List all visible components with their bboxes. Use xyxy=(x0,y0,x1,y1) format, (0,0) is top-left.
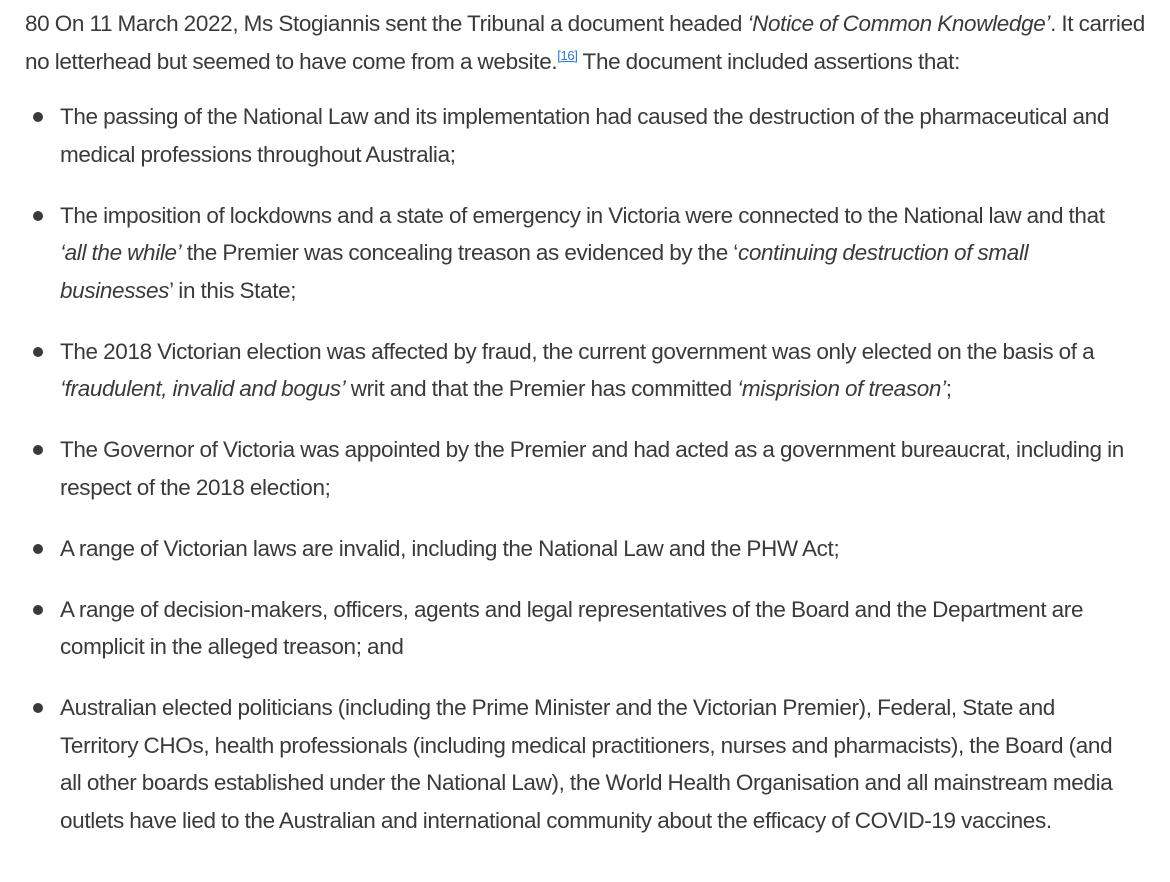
footnote-link[interactable]: [16] xyxy=(557,47,578,63)
list-item xyxy=(0,197,1135,310)
paragraph-after-title: . It carried no letterhead but seemed to have come from a website. xyxy=(25,11,1145,74)
item-text: Australian elected politicians (including the Prime Minister and the Victorian Premier), Federal, State and Territory CHOs, health professionals (including medical practitioners, nurses and pharmacists), the Board (and all other boards established under the National Law), the World Health Organisation and all mainstream media outlets have lied to the Australian and international community about the efficacy of COVID-19 vaccines. xyxy=(60,695,1113,833)
item-quote: ‘misprision of treason’ xyxy=(737,376,946,401)
paragraph-80 xyxy=(25,5,1150,80)
document-title: ‘Notice of Common Knowledge’ xyxy=(747,11,1051,36)
item-text: the Premier was concealing treason as evidenced by the ‘ xyxy=(181,240,738,265)
item-text: The 2018 Victorian election was affected by fraud, the current government was only elected on the basis of a xyxy=(60,338,1095,364)
bullet-icon xyxy=(33,544,43,554)
paragraph-intro: 80 On 11 March 2022, Ms Stogiannis sent the Tribunal a document headed xyxy=(25,11,748,36)
item-text: The imposition of lockdowns and a state of emergency in Victoria were connected to the National law and that xyxy=(60,202,1105,228)
paragraph-closing: The document included assertions that: xyxy=(577,48,960,74)
item-text: A range of decision-makers, officers, agents and legal representatives of the Board and the Department are complicit in the alleged treason; and xyxy=(60,596,1084,659)
list-item xyxy=(0,98,1135,173)
list-item xyxy=(0,431,1135,506)
item-quote: continuing destruction of small businesses xyxy=(60,240,1029,303)
item-text: A range of Victorian laws are invalid, including the National Law and the PHW Act; xyxy=(60,535,840,561)
item-text: The passing of the National Law and its implementation had caused the destruction of the pharmaceutical and medical professions throughout Australia; xyxy=(60,104,1109,167)
item-text: ’ in this State; xyxy=(169,277,297,303)
bullet-icon xyxy=(33,211,43,221)
list-item xyxy=(0,689,1135,839)
bullet-icon xyxy=(33,445,43,455)
bullet-icon xyxy=(33,112,43,122)
item-quote: ‘all the while’ xyxy=(60,240,182,265)
item-text: writ and that the Premier has committed xyxy=(345,376,738,401)
bullet-icon xyxy=(33,703,43,713)
assertions-list xyxy=(0,98,1170,863)
item-text: ; xyxy=(945,376,952,401)
item-text: The Governor of Victoria was appointed by the Premier and had acted as a government bureaucrat, including in respect of the 2018 election; xyxy=(60,437,1124,500)
bullet-icon xyxy=(33,605,43,615)
list-item xyxy=(0,333,1135,408)
item-quote: ‘fraudulent, invalid and bogus’ xyxy=(60,376,346,401)
bullet-icon xyxy=(33,347,43,357)
list-item xyxy=(0,591,1135,666)
list-item xyxy=(0,530,1135,568)
